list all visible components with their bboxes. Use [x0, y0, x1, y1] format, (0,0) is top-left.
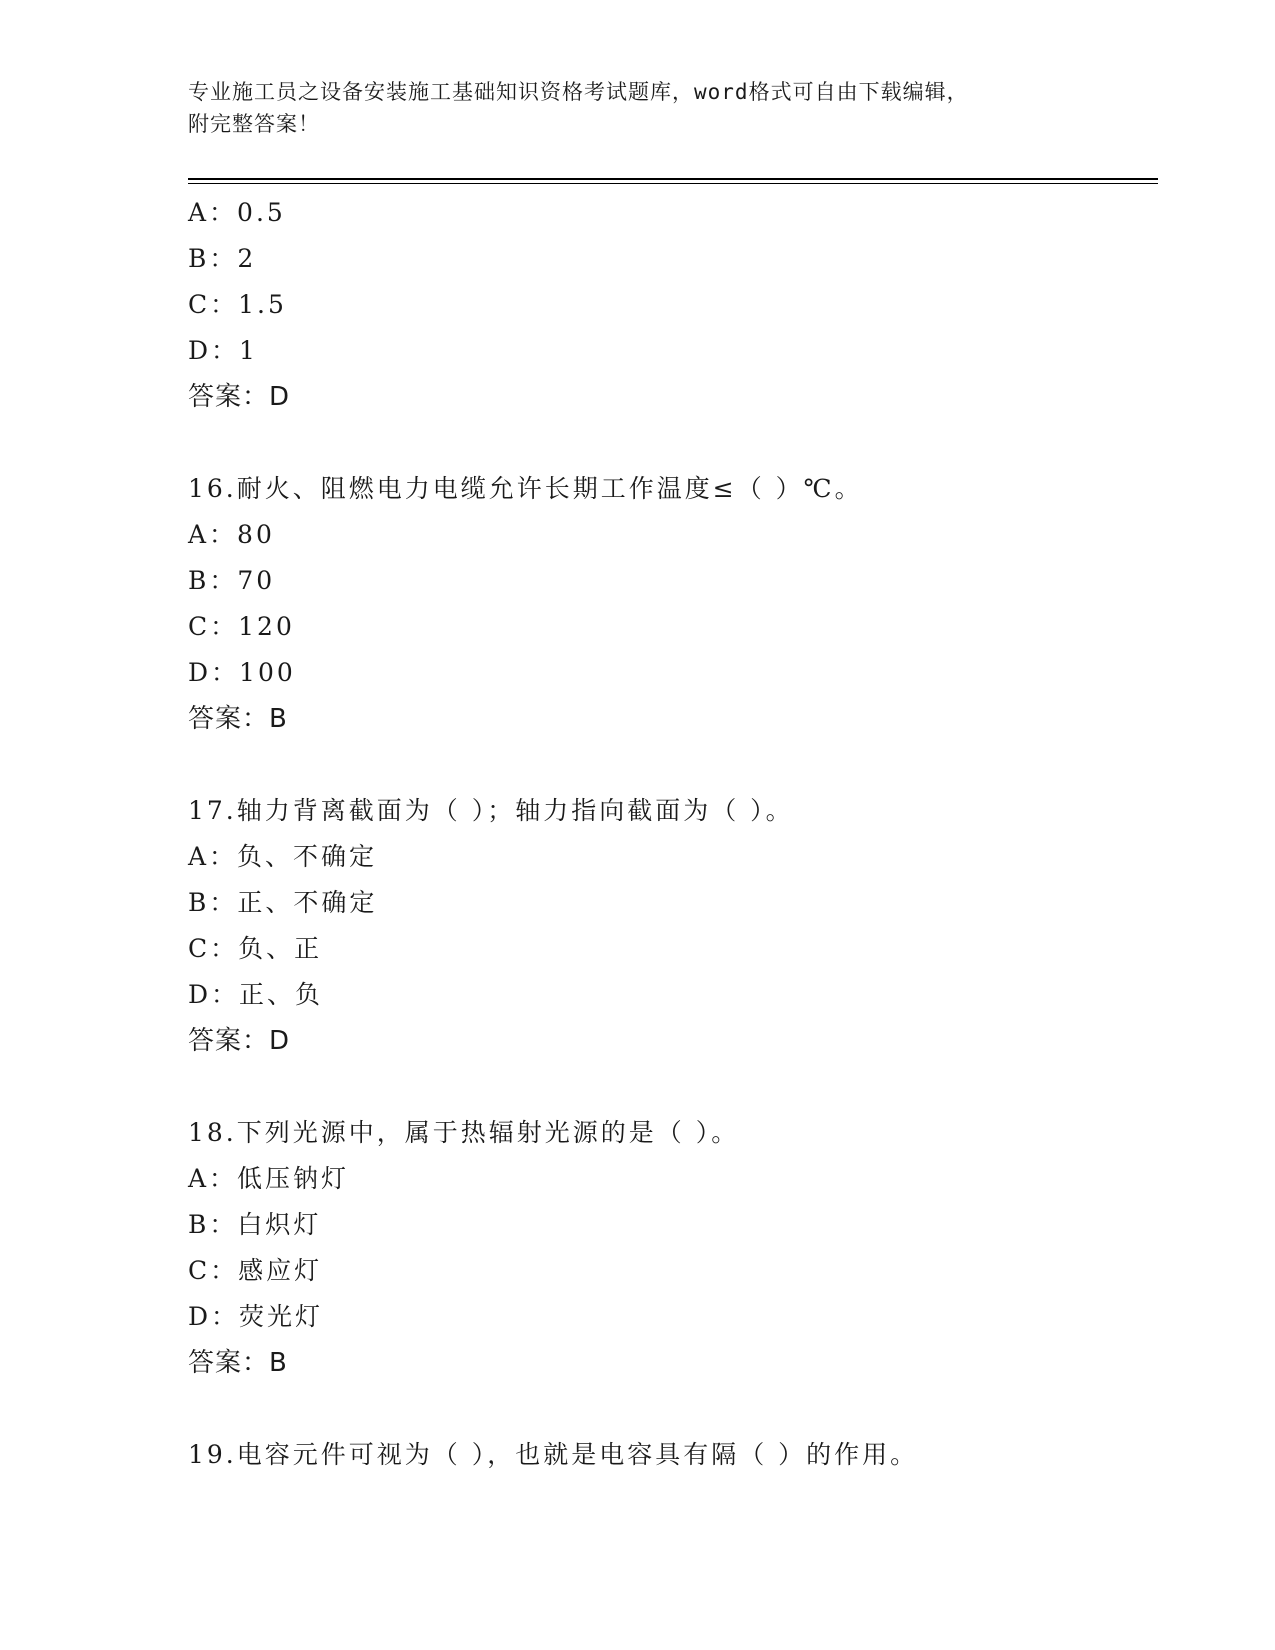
question-17 — [188, 788, 1158, 1064]
document-header — [188, 76, 1088, 140]
question-text: 16.耐火、阻燃电力电缆允许长期工作温度≤（ ）℃。 — [188, 474, 863, 503]
option-d: D：荧光灯 — [188, 1302, 324, 1331]
answer: 答案：D — [188, 382, 291, 412]
option-a: A：0.5 — [188, 198, 286, 227]
question-16 — [188, 466, 1158, 742]
option-c: C：120 — [188, 612, 295, 641]
option-a: A：低压钠灯 — [188, 1164, 350, 1193]
question-text: 19.电容元件可视为（ ），也就是电容具有隔（ ）的作用。 — [188, 1440, 919, 1469]
option-b: B：正、不确定 — [188, 888, 378, 917]
answer: 答案：B — [188, 704, 288, 734]
question-15 — [188, 190, 1158, 420]
question-19 — [188, 1432, 1158, 1478]
question-list — [188, 190, 1158, 1478]
option-a: A：负、不确定 — [188, 842, 378, 871]
question-18 — [188, 1110, 1158, 1386]
question-text: 17.轴力背离截面为（ ）；轴力指向截面为（ ）。 — [188, 796, 794, 825]
header-line-2: 附完整答案！ — [188, 112, 320, 136]
header-divider-thin — [188, 183, 1158, 184]
option-c: C：1.5 — [188, 290, 287, 319]
header-line-1: 专业施工员之设备安装施工基础知识资格考试题库，word格式可自由下载编辑， — [188, 80, 969, 104]
option-c: C：负、正 — [188, 934, 323, 963]
option-a: A：80 — [188, 520, 275, 549]
option-c: C：感应灯 — [188, 1256, 323, 1285]
option-b: B：白炽灯 — [188, 1210, 322, 1239]
option-b: B：70 — [188, 566, 276, 595]
answer: 答案：D — [188, 1026, 291, 1056]
question-text: 18.下列光源中，属于热辐射光源的是（ ）。 — [188, 1118, 740, 1147]
header-divider-thick — [188, 178, 1158, 180]
option-b: B：2 — [188, 244, 257, 273]
option-d: D：1 — [188, 336, 258, 365]
answer: 答案：B — [188, 1348, 288, 1378]
option-d: D：正、负 — [188, 980, 324, 1009]
option-d: D：100 — [188, 658, 296, 687]
